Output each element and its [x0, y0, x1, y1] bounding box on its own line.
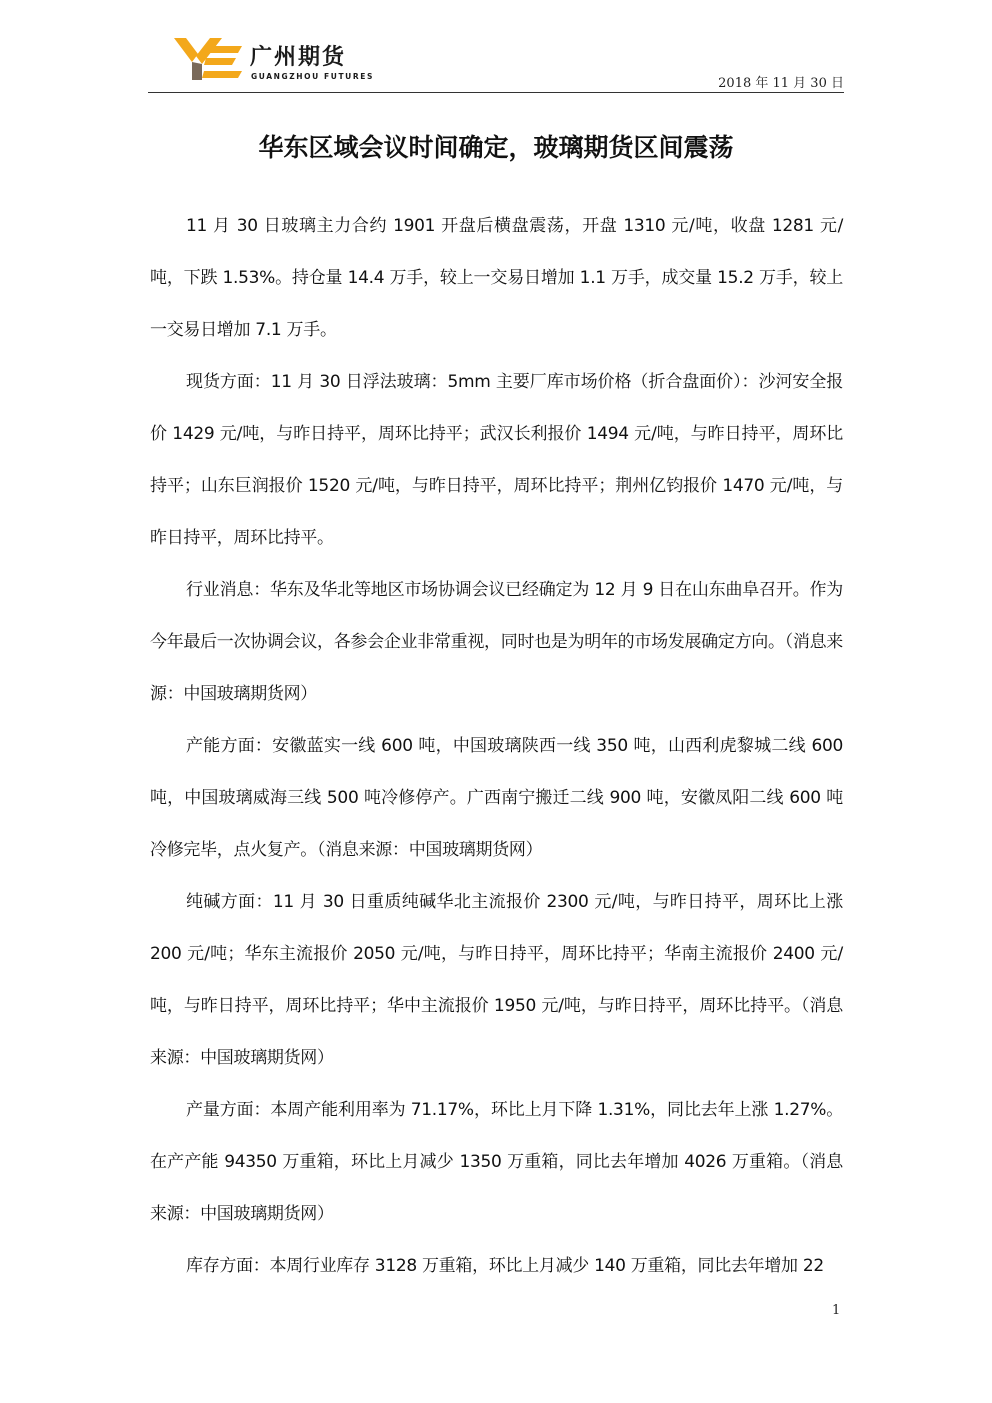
logo-mark-icon [172, 34, 244, 84]
logo-chinese-text: 广州期货 [250, 45, 347, 70]
page-header [148, 30, 844, 92]
article-body [150, 200, 843, 1292]
header-divider [148, 92, 844, 93]
page-number: 1 [832, 1303, 841, 1318]
report-date: 2018 年 11 月 30 日 [718, 76, 844, 91]
paragraph-capacity: 产能方面：安徽蓝实一线 600 吨，中国玻璃陕西一线 350 吨，山西利虎黎城二线 600 吨，中国玻璃威海三线 500 吨冷修停产。广西南宁搬迁二线 900 吨，安徽凤阳二线 600 吨冷修完毕，点火复产。（消息来源：中国玻璃期货网） [150, 736, 843, 860]
paragraph-inventory: 库存方面：本周行业库存 3128 万重箱，环比上月减少 140 万重箱，同比去年增加 22 [186, 1256, 824, 1276]
paragraph-spot: 现货方面：11 月 30 日浮法玻璃：5mm 主要厂库市场价格（折合盘面价）：沙河安全报价 1429 元/吨，与昨日持平，周环比持平；武汉长利报价 1494 元/吨，与昨日持平，周环比持平；山东巨润报价 1520 元/吨，与昨日持平，周环比持平；荆州亿钧报价 1470 元/吨，与昨日持平，周环比持平。 [150, 372, 843, 548]
paragraph-market-summary: 11 月 30 日玻璃主力合约 1901 开盘后横盘震荡，开盘 1310 元/吨，收盘 1281 元/吨，下跌 1.53%。持仓量 14.4 万手，较上一交易日增加 1.1 万手，成交量 15.2 万手，较上一交易日增加 7.1 万手。 [150, 216, 843, 340]
paragraph-output: 产量方面：本周产能利用率为 71.17%，环比上月下降 1.31%，同比去年上涨 1.27%。在产产能 94350 万重箱，环比上月减少 1350 万重箱，同比去年增加 4026 万重箱。（消息来源：中国玻璃期货网） [150, 1100, 843, 1224]
logo-english-text: GUANGZHOU FUTURES [251, 72, 374, 81]
paragraph-industry-news: 行业消息：华东及华北等地区市场协调会议已经确定为 12 月 9 日在山东曲阜召开。作为今年最后一次协调会议，各参会企业非常重视，同时也是为明年的市场发展确定方向。（消息来源：中国玻璃期货网） [150, 580, 843, 704]
company-logo [172, 34, 402, 84]
paragraph-soda-ash: 纯碱方面：11 月 30 日重质纯碱华北主流报价 2300 元/吨，与昨日持平，周环比上涨 200 元/吨；华东主流报价 2050 元/吨，与昨日持平，周环比持平；华南主流报价 2400 元/吨，与昨日持平，周环比持平；华中主流报价 1950 元/吨，与昨日持平，周环比持平。（消息来源：中国玻璃期货网） [150, 892, 843, 1068]
document-title: 华东区域会议时间确定，玻璃期货区间震荡 [258, 133, 734, 162]
